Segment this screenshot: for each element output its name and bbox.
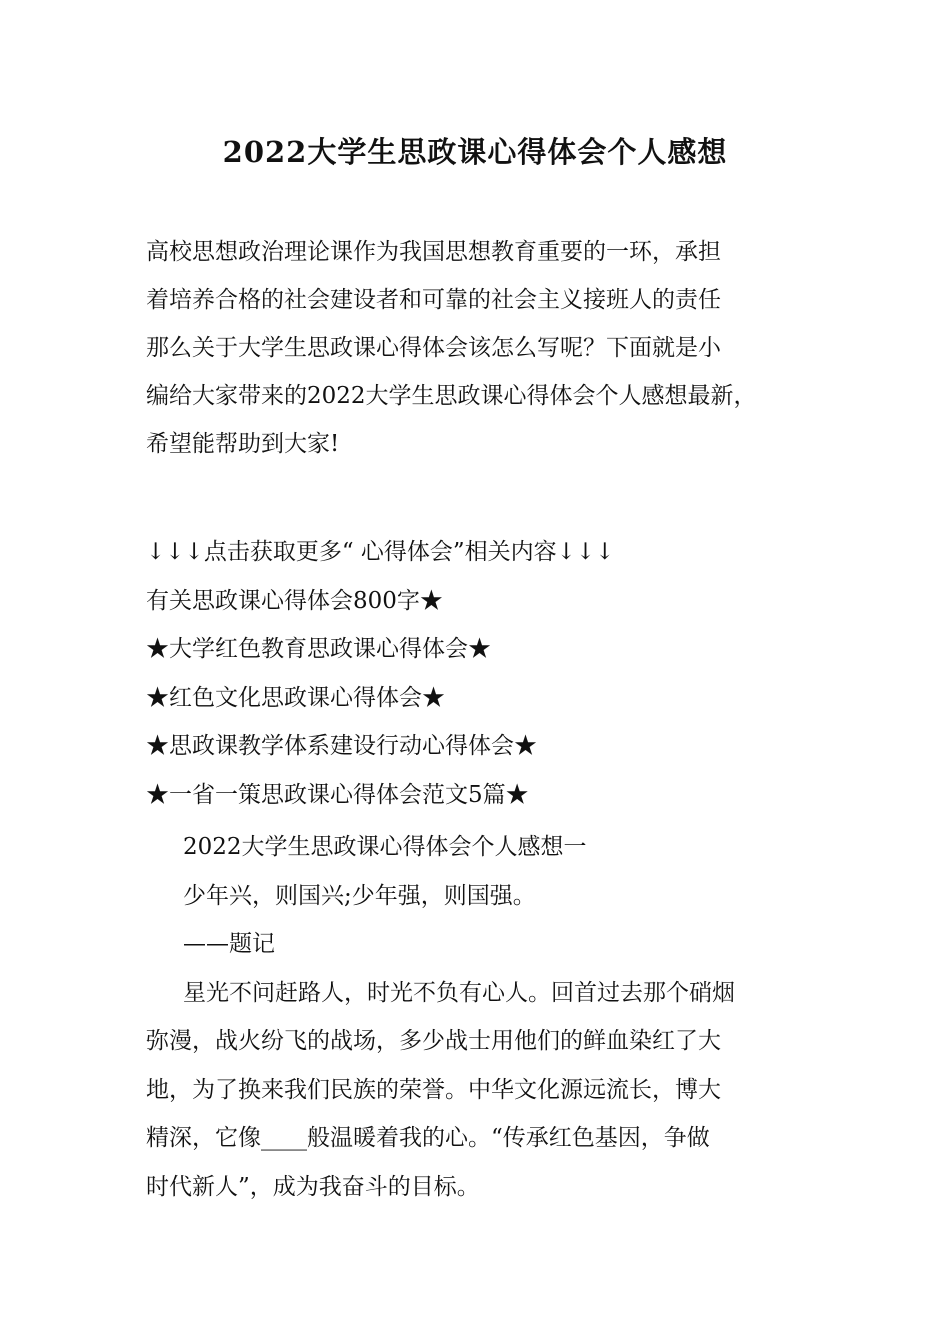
paragraph-line: 弥漫，战火纷飞的战场，多少战士用他们的鲜血染红了大 xyxy=(146,1028,721,1054)
intro-line: 希望能帮助到大家! xyxy=(146,431,340,457)
intro-line: 着培养合格的社会建设者和可靠的社会主义接班人的责任 xyxy=(146,287,721,313)
intro-line: 编给大家带来的2022大学生思政课心得体会个人感想最新， xyxy=(146,383,757,409)
related-link-item[interactable]: ★一省一策思政课心得体会范文5篇★ xyxy=(146,781,529,808)
section-heading: 2022大学生思政课心得体会个人感想一 xyxy=(183,834,587,860)
related-link-item[interactable]: 有关思政课心得体会800字★ xyxy=(146,587,443,614)
paragraph-line: 时代新人”，成为我奋斗的目标。 xyxy=(146,1173,480,1200)
paragraph-line: 星光不问赶路人，时光不负有心人。回首过去那个硝烟 xyxy=(183,979,735,1006)
essay-section xyxy=(146,823,826,1211)
epigraph-source: ——题记 xyxy=(183,931,275,957)
related-link-item[interactable]: ★思政课教学体系建设行动心得体会★ xyxy=(146,733,537,759)
document-title: 2022大学生思政课心得体会个人感想 xyxy=(222,135,728,169)
paragraph-line: 精深，它像____般温暖着我的心。“传承红色基因，争做 xyxy=(146,1125,710,1151)
intro-line: 那么关于大学生思政课心得体会该怎么写呢？下面就是小 xyxy=(146,335,721,361)
intro-line: 高校思想政治理论课作为我国思想教育重要的一环，承担 xyxy=(146,239,721,265)
related-links-header[interactable]: ↓↓↓点击获取更多“ 心得体会”相关内容↓↓↓ xyxy=(146,539,615,565)
epigraph: 少年兴，则国兴;少年强，则国强。 xyxy=(183,882,536,909)
related-links xyxy=(146,528,826,819)
intro-paragraph xyxy=(146,228,826,468)
essay-paragraph xyxy=(146,969,826,1212)
paragraph-line: 地，为了换来我们民族的荣誉。中华文化源远流长，博大 xyxy=(146,1076,721,1103)
related-link-item[interactable]: ★大学红色教育思政课心得体会★ xyxy=(146,636,491,662)
related-link-item[interactable]: ★红色文化思政课心得体会★ xyxy=(146,684,445,711)
